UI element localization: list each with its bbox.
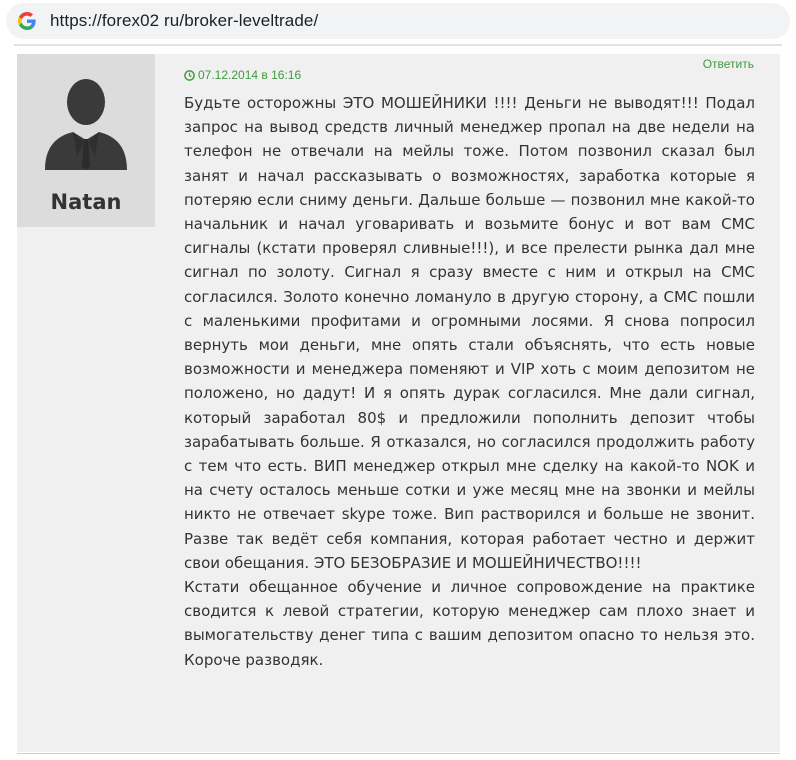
user-silhouette-icon	[31, 66, 141, 176]
google-g-icon	[18, 12, 36, 30]
comment-card	[17, 54, 780, 752]
clock-icon	[184, 70, 195, 81]
author-name: Natan	[50, 190, 122, 214]
top-divider	[14, 44, 782, 46]
comment-paragraph: Будьте осторожны ЭТО МОШЕЙНИКИ !!!! Деньги не выводят!!! Подал запрос на вывод средств личный менеджер пропал на две недели на телефон не отвечали на мейлы тоже. Потом позвонил сказал был занят и начал рассказывать о возможностях, заработка которые я потеряю если сниму деньги. Дальше больше — позвонил мне какой-то начальник и начал уговаривать и возьмите бонус и вот вам СМС сигналы (кстати проверял сливные!!!), и все прелести рынка дал мне сигнал по золоту. Сигнал я сразу вместе с ним и открыл на СМС согласился. Золото конечно ломануло в другую сторону, а СМС пошли с маленькими профитами и огромными лосями. Я снова попросил вернуть мои деньги, мне опять стали объяснять, что есть новые возможности и менеджера поменяют и VIP хоть с моим депозитом не положено, но дадут! И я опять дурак согласился. Мне дали сигнал, который заработал 80$ и предложили пополнить депозит чтобы зарабатывать больше. Я отказался, но согласился продолжить работу с тем что есть. ВИП менеджер открыл мне сделку на какой-то NOK и на счету осталось меньше сотки и уже месяц мне на звонки и мейлы никто не отвечает skype тоже. Вип растворился и больше не звонит. Разве так ведёт себя компания, которая работает честно и держит свои обещания. ЭТО БЕЗОБРАЗИЕ И МОШЕЙНИЧЕСТВО!!!!	[184, 94, 755, 572]
comment-paragraph: Кстати обещанное обучение и личное сопровождение на практике сводится к левой стратегии, которую менеджер сам плохо знает и вымогательству денег типа с вашим депозитом опасно то нельзя это. Короче разводяк.	[184, 578, 755, 669]
address-bar[interactable]	[6, 3, 790, 39]
bottom-divider	[17, 753, 780, 754]
reply-link[interactable]: Ответить	[702, 57, 754, 71]
comment-body	[184, 91, 755, 672]
author-panel	[17, 54, 155, 227]
comment-date	[184, 68, 301, 82]
comment-date-text: 07.12.2014 в 16:16	[198, 68, 302, 82]
url-text[interactable]: https://forex02 ru/broker-leveltrade/	[50, 11, 319, 30]
